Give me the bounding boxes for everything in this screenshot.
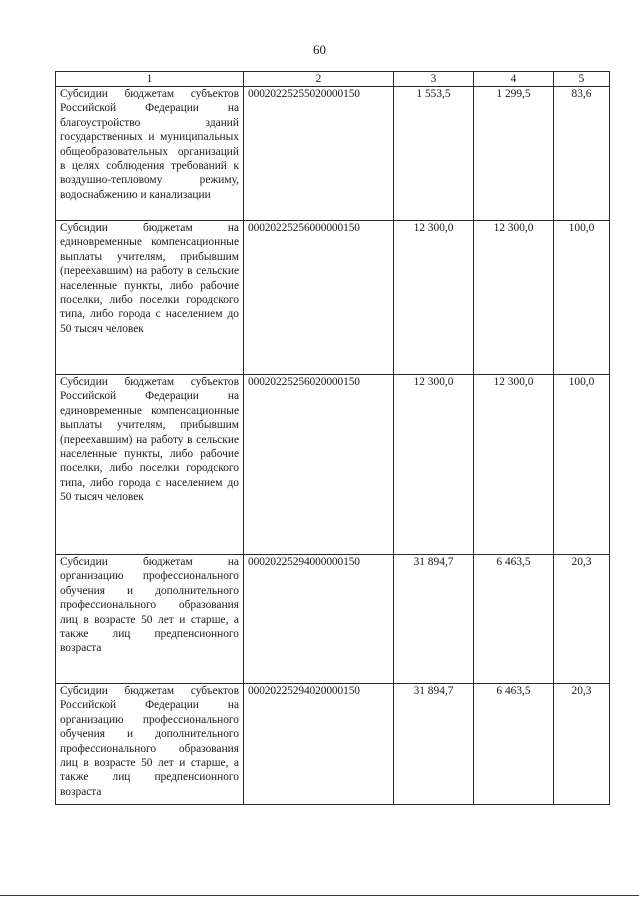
row-col5-cell: 20,3: [554, 684, 610, 805]
row-col5-cell: 83,6: [554, 87, 610, 221]
row-col5-cell: 100,0: [554, 375, 610, 555]
row-col3-cell: 1 553,5: [394, 87, 474, 221]
row-code-cell: 00020225256020000150: [244, 375, 394, 555]
budget-table: [55, 71, 610, 805]
footer-divider: [0, 895, 639, 896]
row-code-cell: 00020225294000000150: [244, 555, 394, 684]
table-row: [56, 684, 610, 805]
page-number: 60: [313, 42, 326, 57]
column-header-5: 5: [554, 72, 610, 87]
row-col4-cell: 12 300,0: [474, 375, 554, 555]
table-row: [56, 221, 610, 375]
column-header-4: 4: [474, 72, 554, 87]
table-row: [56, 555, 610, 684]
row-col5-cell: 20,3: [554, 555, 610, 684]
row-code-cell: 00020225294020000150: [244, 684, 394, 805]
row-col4-cell: 1 299,5: [474, 87, 554, 221]
column-header-1: 1: [56, 72, 244, 87]
row-code-cell: 00020225256000000150: [244, 221, 394, 375]
row-name-cell: Субсидии бюджетам на единовременные компенсационные выплаты учителям, прибывшим (переехавшим) на работу в сельские населенные пункты, либо рабочие поселки, либо поселки городского типа, либо города с населением до 50 тысяч человек: [56, 221, 244, 375]
row-code-cell: 00020225255020000150: [244, 87, 394, 221]
row-col4-cell: 12 300,0: [474, 221, 554, 375]
row-col5-cell: 100,0: [554, 221, 610, 375]
row-col3-cell: 31 894,7: [394, 555, 474, 684]
row-name-cell: Субсидии бюджетам на организацию профессионального обучения и дополнительного профессионального образования лиц в возрасте 50 лет и старше, а также лиц предпенсионного возраста: [56, 555, 244, 684]
row-name-cell: Субсидии бюджетам субъектов Российской Федерации на единовременные компенсационные выплаты учителям, прибывшим (переехавшим) на работу в сельские населенные пункты, либо рабочие поселки, либо поселки городского типа, либо города с населением до 50 тысяч человек: [56, 375, 244, 555]
table-header-row: [56, 72, 610, 87]
row-col4-cell: 6 463,5: [474, 555, 554, 684]
table-row: [56, 375, 610, 555]
row-col4-cell: 6 463,5: [474, 684, 554, 805]
table-row: [56, 87, 610, 221]
row-name-cell: Субсидии бюджетам субъектов Российской Федерации на благоустройство зданий государственных и муниципальных общеобразовательных организаций в целях соблюдения требований к воздушно-тепловому режиму, водоснабжению и канализации: [56, 87, 244, 221]
column-header-3: 3: [394, 72, 474, 87]
row-col3-cell: 31 894,7: [394, 684, 474, 805]
row-col3-cell: 12 300,0: [394, 375, 474, 555]
row-col3-cell: 12 300,0: [394, 221, 474, 375]
row-name-cell: Субсидии бюджетам субъектов Российской Федерации на организацию профессионального обучения и дополнительного профессионального образования лиц в возрасте 50 лет и старше, а также лиц предпенсионного возраста: [56, 684, 244, 805]
column-header-2: 2: [244, 72, 394, 87]
